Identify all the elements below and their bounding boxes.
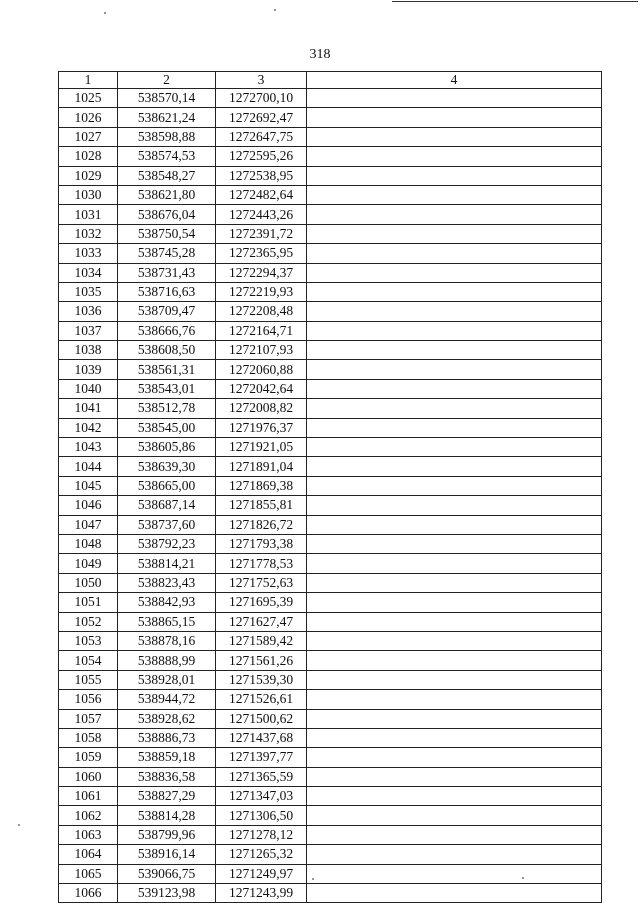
table-cell-col2: 538859,18	[118, 748, 216, 767]
table-row	[59, 496, 602, 515]
table-cell-col1: 1026	[59, 108, 118, 127]
table-cell-col1: 1046	[59, 496, 118, 515]
table-cell-col4	[307, 573, 602, 592]
column-header-1: 1	[59, 72, 118, 89]
table-row	[59, 670, 602, 689]
table-cell-col2: 538574,53	[118, 147, 216, 166]
table-row	[59, 476, 602, 495]
table-cell-col1: 1052	[59, 612, 118, 631]
table-cell-col2: 538886,73	[118, 728, 216, 747]
table-cell-col2: 538928,01	[118, 670, 216, 689]
table-cell-col3: 1271778,53	[216, 554, 307, 573]
table-cell-col4	[307, 244, 602, 263]
table-cell-col1: 1062	[59, 806, 118, 825]
table-cell-col2: 538639,30	[118, 457, 216, 476]
table-cell-col1: 1033	[59, 244, 118, 263]
table-cell-col4	[307, 418, 602, 437]
table-cell-col4	[307, 166, 602, 185]
table-cell-col1: 1042	[59, 418, 118, 437]
table-cell-col2: 538792,23	[118, 534, 216, 553]
table-row	[59, 418, 602, 437]
table-cell-col3: 1271869,38	[216, 476, 307, 495]
table-cell-col1: 1061	[59, 787, 118, 806]
table-cell-col4	[307, 147, 602, 166]
table-row	[59, 263, 602, 282]
table-cell-col1: 1056	[59, 690, 118, 709]
table-cell-col4	[307, 108, 602, 127]
table-cell-col1: 1049	[59, 554, 118, 573]
table-cell-col2: 538665,00	[118, 476, 216, 495]
table-cell-col3: 1272692,47	[216, 108, 307, 127]
table-cell-col3: 1272294,37	[216, 263, 307, 282]
table-cell-col4	[307, 631, 602, 650]
table-cell-col4	[307, 864, 602, 883]
table-row	[59, 438, 602, 457]
table-cell-col3: 1272164,71	[216, 321, 307, 340]
table-cell-col4	[307, 457, 602, 476]
table-cell-col3: 1271793,38	[216, 534, 307, 553]
table-cell-col2: 538543,01	[118, 379, 216, 398]
table-cell-col1: 1065	[59, 864, 118, 883]
table-row	[59, 282, 602, 301]
page-number: 318	[309, 47, 331, 62]
table-row	[59, 573, 602, 592]
table-cell-col3: 1271921,05	[216, 438, 307, 457]
table-cell-col1: 1037	[59, 321, 118, 340]
table-cell-col4	[307, 496, 602, 515]
table-cell-col2: 538944,72	[118, 690, 216, 709]
table-cell-col1: 1031	[59, 205, 118, 224]
table-cell-col2: 538709,47	[118, 302, 216, 321]
table-row	[59, 205, 602, 224]
table-cell-col4	[307, 127, 602, 146]
table-cell-col3: 1271589,42	[216, 631, 307, 650]
table-cell-col1: 1053	[59, 631, 118, 650]
table-cell-col3: 1272208,48	[216, 302, 307, 321]
table-cell-col1: 1063	[59, 825, 118, 844]
table-cell-col4	[307, 709, 602, 728]
table-cell-col3: 1271826,72	[216, 515, 307, 534]
table-cell-col3: 1272538,95	[216, 166, 307, 185]
table-cell-col2: 538598,88	[118, 127, 216, 146]
table-cell-col4	[307, 728, 602, 747]
table-row	[59, 690, 602, 709]
table-cell-col4	[307, 845, 602, 864]
table-row	[59, 127, 602, 146]
table-cell-col3: 1271347,03	[216, 787, 307, 806]
table-cell-col2: 538814,28	[118, 806, 216, 825]
table-row	[59, 108, 602, 127]
table-cell-col2: 538745,28	[118, 244, 216, 263]
table-cell-col1: 1048	[59, 534, 118, 553]
table-cell-col3: 1272008,82	[216, 399, 307, 418]
table-cell-col3: 1271249,97	[216, 864, 307, 883]
table-cell-col4	[307, 185, 602, 204]
table-cell-col2: 538928,62	[118, 709, 216, 728]
table-row	[59, 767, 602, 786]
table-cell-col2: 538716,63	[118, 282, 216, 301]
table-row	[59, 515, 602, 534]
table-cell-col2: 538842,93	[118, 593, 216, 612]
table-cell-col3: 1272219,93	[216, 282, 307, 301]
table-row	[59, 89, 602, 108]
table-cell-col3: 1271561,26	[216, 651, 307, 670]
table-cell-col1: 1058	[59, 728, 118, 747]
table-cell-col2: 538561,31	[118, 360, 216, 379]
table-cell-col3: 1272391,72	[216, 224, 307, 243]
table-cell-col2: 538865,15	[118, 612, 216, 631]
table-cell-col1: 1045	[59, 476, 118, 495]
table-cell-col2: 538687,14	[118, 496, 216, 515]
table-cell-col3: 1271365,59	[216, 767, 307, 786]
table-cell-col2: 538621,24	[118, 108, 216, 127]
table-cell-col3: 1271627,47	[216, 612, 307, 631]
table-cell-col4	[307, 612, 602, 631]
table-cell-col2: 538608,50	[118, 341, 216, 360]
table-cell-col4	[307, 787, 602, 806]
table-cell-col1: 1041	[59, 399, 118, 418]
table-cell-col1: 1032	[59, 224, 118, 243]
table-cell-col4	[307, 534, 602, 553]
table-cell-col1: 1050	[59, 573, 118, 592]
table-cell-col2: 538799,96	[118, 825, 216, 844]
table-cell-col4	[307, 282, 602, 301]
table-cell-col4	[307, 806, 602, 825]
table-cell-col4	[307, 224, 602, 243]
table-cell-col1: 1038	[59, 341, 118, 360]
top-edge-rule	[392, 1, 638, 2]
table-cell-col4	[307, 360, 602, 379]
table-cell-col2: 538878,16	[118, 631, 216, 650]
table-cell-col2: 538750,54	[118, 224, 216, 243]
table-cell-col2: 538888,99	[118, 651, 216, 670]
table-cell-col2: 539066,75	[118, 864, 216, 883]
table-cell-col1: 1060	[59, 767, 118, 786]
table-row	[59, 554, 602, 573]
scan-speck	[18, 824, 20, 826]
table-cell-col1: 1039	[59, 360, 118, 379]
table-cell-col4	[307, 205, 602, 224]
table-cell-col2: 538737,60	[118, 515, 216, 534]
column-header-4: 4	[307, 72, 602, 89]
table-cell-col3: 1271891,04	[216, 457, 307, 476]
table-cell-col1: 1030	[59, 185, 118, 204]
table-cell-col4	[307, 515, 602, 534]
table-cell-col3: 1271752,63	[216, 573, 307, 592]
table-row	[59, 593, 602, 612]
table-cell-col3: 1271397,77	[216, 748, 307, 767]
table-cell-col3: 1271243,99	[216, 884, 307, 903]
table-row	[59, 379, 602, 398]
table-row	[59, 651, 602, 670]
table-cell-col3: 1272647,75	[216, 127, 307, 146]
table-row	[59, 787, 602, 806]
table-cell-col1: 1029	[59, 166, 118, 185]
table-cell-col2: 538545,00	[118, 418, 216, 437]
table-cell-col3: 1271437,68	[216, 728, 307, 747]
table-row	[59, 534, 602, 553]
column-header-3: 3	[216, 72, 307, 89]
table-cell-col1: 1028	[59, 147, 118, 166]
table-row	[59, 224, 602, 243]
table-cell-col3: 1272060,88	[216, 360, 307, 379]
table-row	[59, 341, 602, 360]
column-header-2: 2	[118, 72, 216, 89]
table-cell-col1: 1036	[59, 302, 118, 321]
table-row	[59, 884, 602, 903]
coordinates-table	[58, 71, 602, 903]
table-cell-col1: 1064	[59, 845, 118, 864]
table-cell-col1: 1055	[59, 670, 118, 689]
table-header-row	[59, 72, 602, 89]
table-cell-col2: 539123,98	[118, 884, 216, 903]
table-cell-col2: 538827,29	[118, 787, 216, 806]
table-cell-col4	[307, 476, 602, 495]
table-cell-col2: 538605,86	[118, 438, 216, 457]
table-row	[59, 612, 602, 631]
table-cell-col2: 538512,78	[118, 399, 216, 418]
table-cell-col4	[307, 690, 602, 709]
table-cell-col4	[307, 748, 602, 767]
table-cell-col2: 538621,80	[118, 185, 216, 204]
table-cell-col4	[307, 399, 602, 418]
table-row	[59, 825, 602, 844]
table-cell-col1: 1034	[59, 263, 118, 282]
table-cell-col3: 1272482,64	[216, 185, 307, 204]
table-cell-col3: 1272107,93	[216, 341, 307, 360]
table-cell-col4	[307, 825, 602, 844]
table-cell-col2: 538836,58	[118, 767, 216, 786]
table-cell-col2: 538916,14	[118, 845, 216, 864]
table-row	[59, 864, 602, 883]
table-cell-col4	[307, 884, 602, 903]
table-cell-col4	[307, 593, 602, 612]
table-row	[59, 845, 602, 864]
table-row	[59, 147, 602, 166]
table-row	[59, 166, 602, 185]
table-cell-col3: 1272700,10	[216, 89, 307, 108]
table-cell-col3: 1271500,62	[216, 709, 307, 728]
table-cell-col1: 1066	[59, 884, 118, 903]
table-cell-col3: 1272595,26	[216, 147, 307, 166]
table-body	[59, 89, 602, 903]
table-cell-col1: 1040	[59, 379, 118, 398]
table-cell-col3: 1271526,61	[216, 690, 307, 709]
table-cell-col3: 1271278,12	[216, 825, 307, 844]
table-cell-col2: 538666,76	[118, 321, 216, 340]
table-cell-col1: 1044	[59, 457, 118, 476]
table-row	[59, 185, 602, 204]
table-cell-col1: 1047	[59, 515, 118, 534]
table-cell-col2: 538676,04	[118, 205, 216, 224]
table-cell-col4	[307, 554, 602, 573]
table-cell-col2: 538731,43	[118, 263, 216, 282]
table-cell-col4	[307, 438, 602, 457]
table-cell-col4	[307, 651, 602, 670]
table-row	[59, 360, 602, 379]
table-cell-col4	[307, 302, 602, 321]
scan-speck	[274, 9, 276, 11]
table-row	[59, 399, 602, 418]
table-cell-col3: 1272042,64	[216, 379, 307, 398]
table-cell-col4	[307, 767, 602, 786]
table-row	[59, 457, 602, 476]
table-cell-col3: 1271265,32	[216, 845, 307, 864]
table-cell-col2: 538548,27	[118, 166, 216, 185]
table-cell-col3: 1272365,95	[216, 244, 307, 263]
table-cell-col4	[307, 263, 602, 282]
table-cell-col1: 1027	[59, 127, 118, 146]
table-cell-col4	[307, 670, 602, 689]
table-cell-col2: 538823,43	[118, 573, 216, 592]
table-cell-col3: 1271855,81	[216, 496, 307, 515]
table-row	[59, 728, 602, 747]
table-cell-col1: 1025	[59, 89, 118, 108]
scan-speck	[522, 877, 524, 879]
table-row	[59, 321, 602, 340]
table-cell-col1: 1054	[59, 651, 118, 670]
table-cell-col3: 1271539,30	[216, 670, 307, 689]
table-cell-col4	[307, 321, 602, 340]
table-cell-col4	[307, 89, 602, 108]
table-row	[59, 806, 602, 825]
table-cell-col3: 1271695,39	[216, 593, 307, 612]
table-cell-col2: 538814,21	[118, 554, 216, 573]
table-row	[59, 709, 602, 728]
table-row	[59, 302, 602, 321]
table-cell-col1: 1043	[59, 438, 118, 457]
table-cell-col3: 1271976,37	[216, 418, 307, 437]
table-cell-col4	[307, 379, 602, 398]
table-cell-col1: 1057	[59, 709, 118, 728]
table-row	[59, 748, 602, 767]
table-cell-col2: 538570,14	[118, 89, 216, 108]
table-cell-col3: 1271306,50	[216, 806, 307, 825]
table-cell-col4	[307, 341, 602, 360]
scan-speck	[312, 878, 314, 880]
table-row	[59, 631, 602, 650]
table-cell-col1: 1059	[59, 748, 118, 767]
scan-speck	[104, 12, 106, 14]
table-row	[59, 244, 602, 263]
table-cell-col1: 1051	[59, 593, 118, 612]
table-cell-col1: 1035	[59, 282, 118, 301]
table-cell-col3: 1272443,26	[216, 205, 307, 224]
